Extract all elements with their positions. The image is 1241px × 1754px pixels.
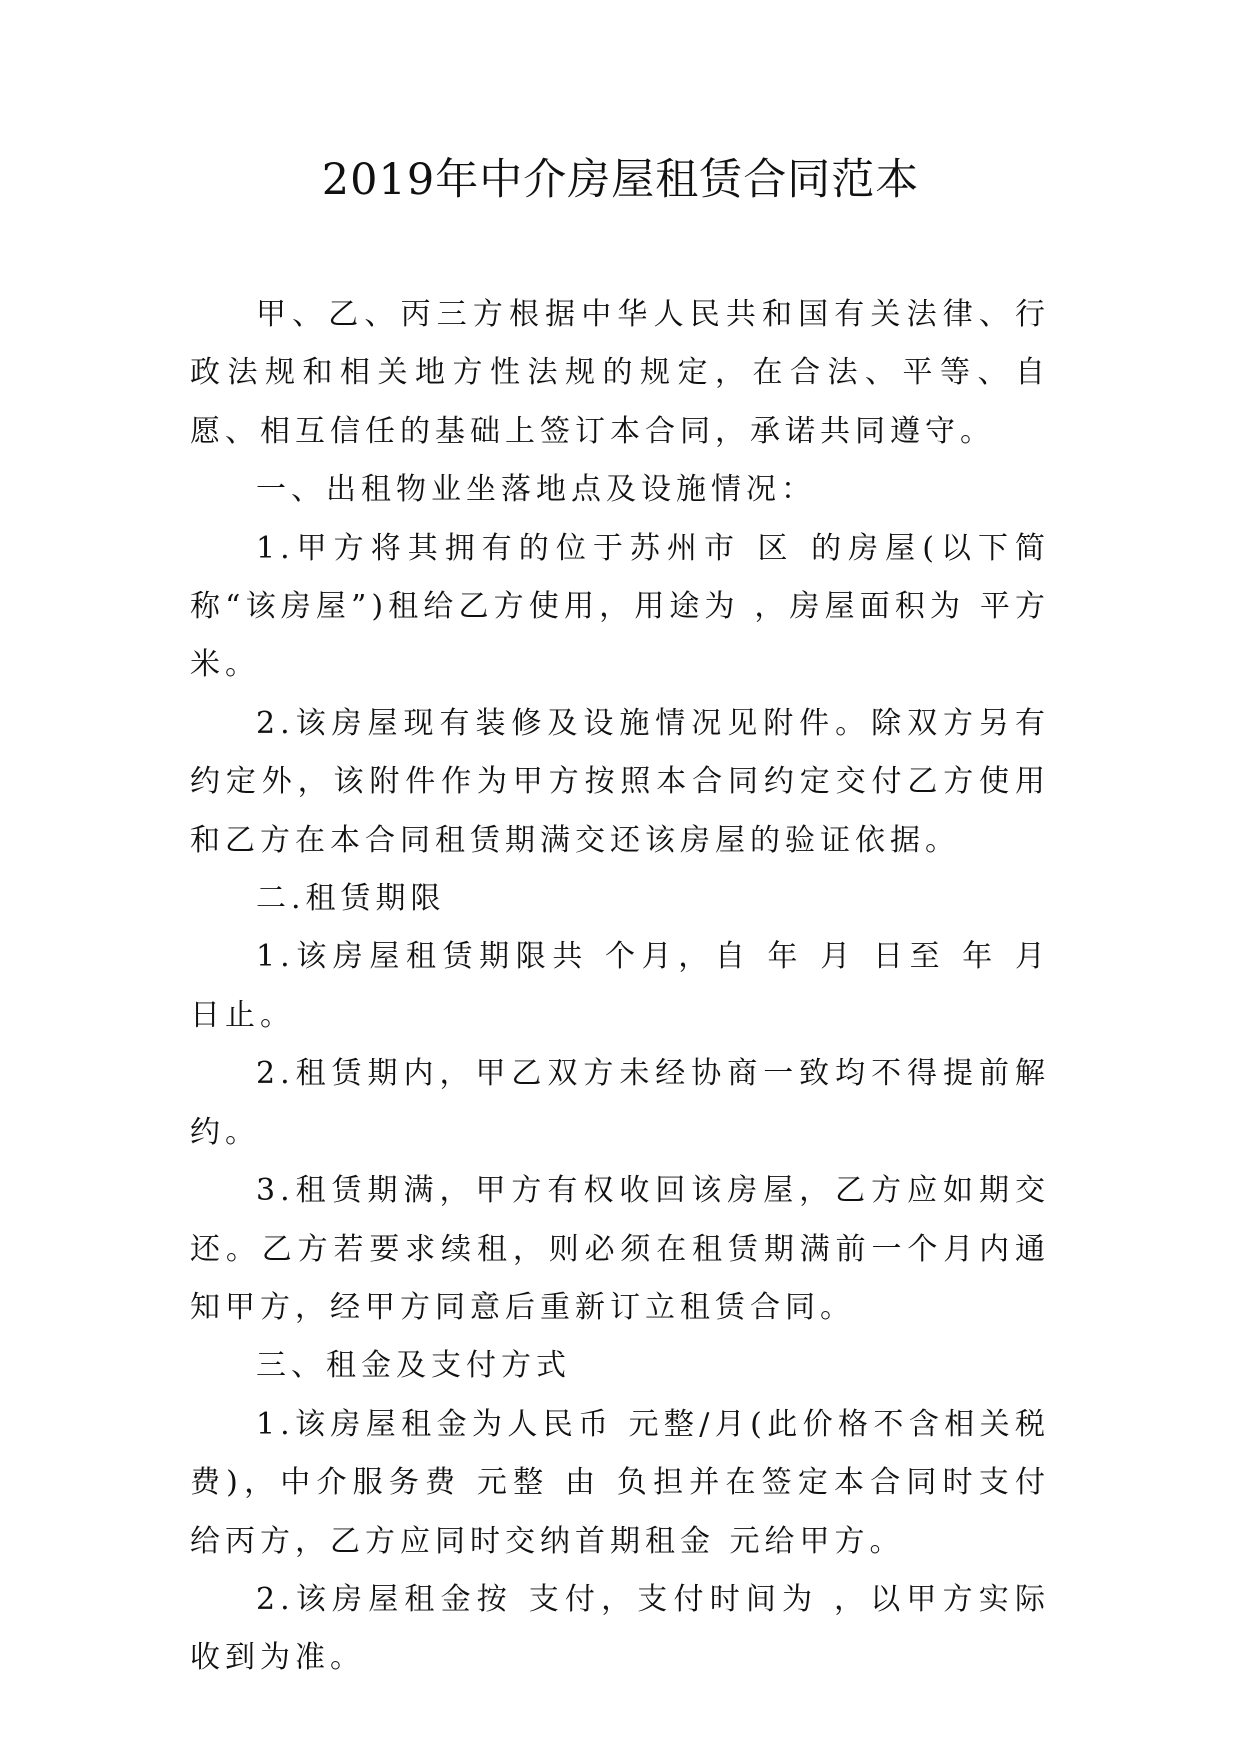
section-heading-1: 一、出租物业坐落地点及设施情况： [256,472,816,508]
paragraph-2-3: 3.租赁期满，甲方有权收回该房屋，乙方应如期交还。乙方若要求续租，则必须在租赁期满前一个月内通知甲方，经甲方同意后重新订立租赁合同。 [190,1173,1050,1325]
paragraph-preamble: 甲、乙、丙三方根据中华人民共和国有关法律、行政法规和相关地方性法规的规定，在合法、平等、自愿、相互信任的基础上签订本合同，承诺共同遵守。 [190,297,1050,449]
section-heading-2: 二.租赁期限 [256,881,446,917]
document-title: 2019年中介房屋租赁合同范本 [321,155,920,205]
section-heading-3: 三、租金及支付方式 [256,1348,571,1384]
paragraph-3-1: 1.该房屋租金为人民币 元整/月(此价格不含相关税费)，中介服务费 元整 由 负担并在签定本合同时支付给丙方，乙方应同时交纳首期租金 元给甲方。 [190,1406,1050,1559]
document-body [190,286,1050,1688]
paragraph-2-1: 1.该房屋租赁期限共 个月，自 年 月 日至 年 月 日止。 [190,939,1050,1033]
paragraph-2-2: 2.租赁期内，甲乙双方未经协商一致均不得提前解约。 [190,1056,1050,1150]
paragraph-1-2: 2.该房屋现有装修及设施情况见附件。除双方另有约定外，该附件作为甲方按照本合同约定交付乙方使用和乙方在本合同租赁期满交还该房屋的验证依据。 [190,705,1050,858]
paragraph-3-2: 2.该房屋租金按 支付，支付时间为 ，以甲方实际收到为准。 [190,1581,1050,1676]
paragraph-1-1: 1.甲方将其拥有的位于苏州市 区 的房屋(以下简称“该房屋”)租给乙方使用，用途为 ，房屋面积为 平方米。 [190,530,1050,683]
